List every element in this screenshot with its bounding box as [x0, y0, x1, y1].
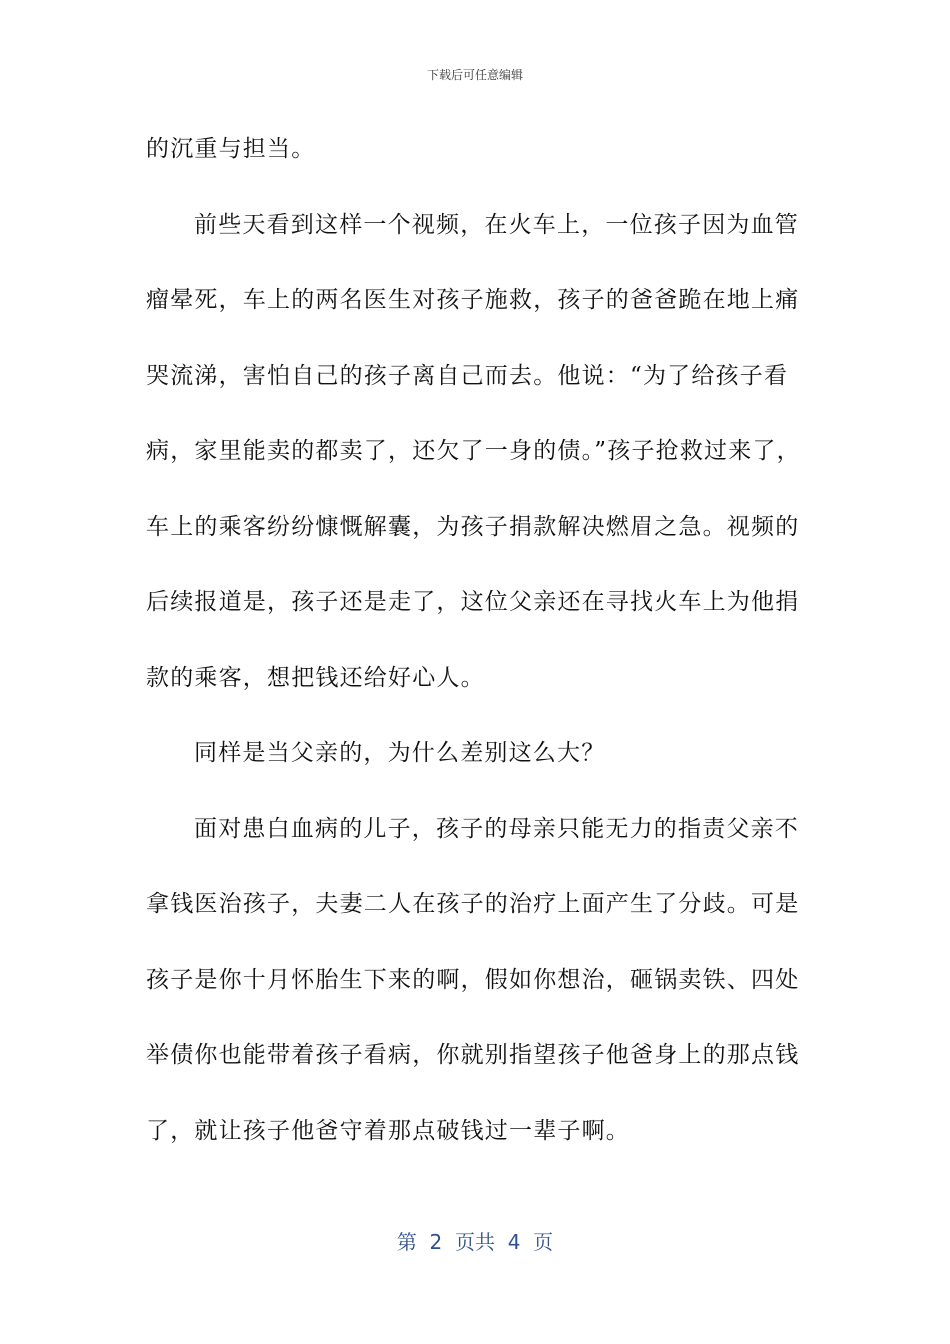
text-line: 哭流涕，害怕自己的孩子离自己而去。他说：“为了给孩子看: [146, 362, 789, 389]
text-line: 瘤晕死，车上的两名医生对孩子施救，孩子的爸爸跪在地上痛: [146, 287, 800, 313]
text-line: 拿钱医治孩子，夫妻二人在孩子的治疗上面产生了分歧。可是: [146, 891, 800, 917]
text-line: 面对患白血病的儿子，孩子的母亲只能无力的指责父亲不: [194, 815, 799, 842]
text-line: 了，就让孩子他爸守着那点破钱过一辈子啊。: [146, 1117, 630, 1144]
text-line: 同样是当父亲的，为什么差别这么大？: [194, 740, 606, 766]
text-line: 款的乘客，想把钱还给好心人。: [146, 664, 485, 691]
text-line: 后续报道是，孩子还是走了，这位父亲还在寻找火车上为他捐: [146, 589, 800, 615]
text-line: 孩子是你十月怀胎生下来的啊，假如你想治，砸锅卖铁、四处: [146, 966, 800, 993]
page-number-footer: 第 2 页共 4 页: [396, 1230, 554, 1254]
text-line: 车上的乘客纷纷慷慨解囊，为孩子捐款解决燃眉之急。视频的: [146, 513, 800, 540]
text-line: 病，家里能卖的都卖了，还欠了一身的债。”孩子抢救过来了，: [146, 438, 801, 464]
text-line: 的沉重与担当。: [146, 136, 316, 162]
document-body: [146, 112, 811, 1169]
text-line: 举债你也能带着孩子看病，你就别指望孩子他爸身上的那点钱: [146, 1042, 800, 1068]
page-header: 下载后可任意编辑: [426, 68, 523, 82]
text-line: 前些天看到这样一个视频，在火车上，一位孩子因为血管: [194, 211, 799, 238]
